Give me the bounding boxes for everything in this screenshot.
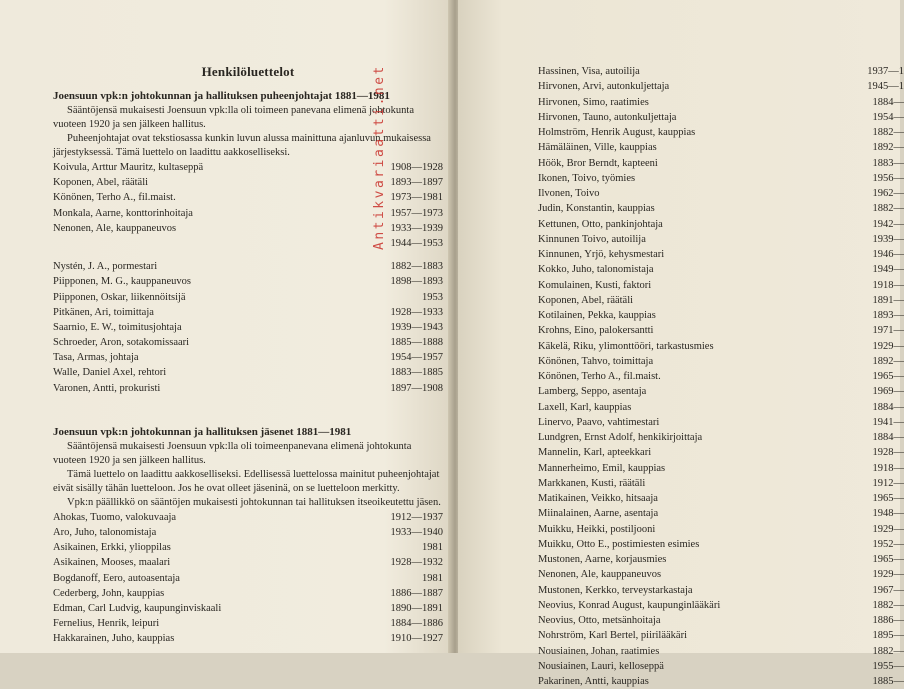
list-item [538,506,900,521]
entry-years: 1883— [873,156,904,171]
list-item [538,308,900,323]
entry-years: 1941— [873,415,904,430]
entry-years: 1946— [873,247,904,262]
list-item [53,540,443,555]
entry-years: 1883—1885 [383,365,443,380]
entry-name: Muikku, Otto E., postimiesten esimies [538,537,699,552]
entry-years: 1965— [873,491,904,506]
entry-name: Walle, Daniel Axel, rehtori [53,365,166,380]
list-item [53,259,443,274]
entry-years: 1953 [383,290,443,305]
entry-name: Saarnio, E. W., toimitusjohtaja [53,320,182,335]
list-item [538,522,900,537]
entry-years: 1981 [383,571,443,586]
entry-name: Tasa, Armas, johtaja [53,350,139,365]
entry-years: 1892— [873,354,904,369]
list-item [538,156,900,171]
entry-years: 1967— [873,583,904,598]
entry-name: Mannerheimo, Emil, kauppias [538,461,665,476]
entry-years: 1981 [383,540,443,555]
list-item [538,567,900,582]
list-item [538,369,900,384]
entry-name: Matikainen, Veikko, hitsaaja [538,491,658,506]
list-item [538,171,900,186]
list-item [53,571,443,586]
list-item [538,644,900,659]
section2-paragraph: Sääntöjensä mukaisesti Joensuun vpk:lla oli toimeenpanevana elimenä johtokunta vuoteen 1920 ja sen jälkeen hallitus. [53,440,443,468]
entry-years: 1933—1940 [383,525,443,540]
entry-years: 1918— [873,461,904,476]
entry-name: Schroeder, Aron, sotakomissaari [53,335,189,350]
list-item [538,628,900,643]
entry-name: Ahokas, Tuomo, valokuvaaja [53,510,176,525]
section1-paragraph: Puheenjohtajat ovat tekstiosassa kunkin luvun alussa mainittuna ajanluvun mukaisessa järjestyksessä. Tämä luettelo on laadittu aakkoselliseksi. [53,132,443,160]
entry-years: 1952— [873,537,904,552]
list-item [53,616,443,631]
entry-years: 1886— [873,613,904,628]
entry-years: 1954—1957 [383,350,443,365]
entry-years: 1882—1883 [383,259,443,274]
list-item [538,659,900,674]
entry-years: 1929— [873,567,904,582]
entry-name: Holmström, Henrik August, kauppias [538,125,695,140]
entry-name: Mustonen, Aarne, korjausmies [538,552,666,567]
list-item [538,140,900,155]
entry-years: 1954— [873,110,904,125]
entry-years: 1973—1981 [383,190,443,205]
entry-years: 1942— [873,217,904,232]
entry-name: Mannelin, Karl, apteekkari [538,445,651,460]
entry-name: Aro, Juho, talonomistaja [53,525,156,540]
list-item [538,293,900,308]
list-item [538,476,900,491]
entry-name: Fernelius, Henrik, leipuri [53,616,159,631]
list-item [538,354,900,369]
list-item [53,555,443,570]
list-item [53,274,443,289]
list-item [538,217,900,232]
entry-name: Kotilainen, Pekka, kauppias [538,308,656,323]
list-item [538,64,900,79]
entry-years: 1882— [873,598,904,613]
list-item [538,384,900,399]
list-item [538,415,900,430]
list-item [53,631,443,646]
entry-years: 1969— [873,384,904,399]
list-item [53,320,443,335]
entry-name: Nystén, J. A., pormestari [53,259,157,274]
right-page [458,0,900,653]
section1-paragraph: Sääntöjensä mukaisesti Joensuun vpk:lla oli toimeen panevana elimenä johtokunta vuoteen 1920 ja sen jälkeen hallitus. [53,104,443,132]
list-item [53,586,443,601]
entry-years: 1886—1887 [383,586,443,601]
list-item [538,491,900,506]
entry-name: Mustonen, Kerkko, terveystarkastaja [538,583,693,598]
entry-name: Nousiainen, Lauri, kelloseppä [538,659,664,674]
entry-years: 1929— [873,339,904,354]
entry-name: Nohrström, Karl Bertel, piirilääkäri [538,628,687,643]
list-item [53,335,443,350]
list-item [538,262,900,277]
entry-years: 1965— [873,369,904,384]
entry-years: 1885—1888 [383,335,443,350]
entry-years: 1939—1943 [383,320,443,335]
entry-name: Koponen, Abel, räätäli [53,175,148,190]
left-page [0,0,452,653]
entry-name: Hirvonen, Tauno, autonkuljettaja [538,110,676,125]
list-item [53,510,443,525]
entry-name: Ikonen, Toivo, työmies [538,171,635,186]
entry-name: Laxell, Karl, kauppias [538,400,631,415]
entry-name: Neovius, Konrad August, kaupunginlääkäri [538,598,720,613]
section2-heading: Joensuun vpk:n johtokunnan ja hallituksen jäsenet 1881—1981 [53,426,443,438]
list-item [538,95,900,110]
entry-years: 1882— [873,125,904,140]
list-item [538,110,900,125]
list-item [53,525,443,540]
entry-name: Nousiainen, Johan, raatimies [538,644,659,659]
entry-years: 1933—1939 [383,221,443,236]
entry-years: 1884— [873,430,904,445]
list-item [538,430,900,445]
list-item [538,278,900,293]
list-item [538,247,900,262]
entry-name: Käkelä, Riku, ylimonttööri, tarkastusmies [538,339,714,354]
entry-years: 1939— [873,232,904,247]
list-item [538,201,900,216]
entry-years: 1937—1 [867,64,904,79]
entry-name: Lundgren, Ernst Adolf, henkikirjoittaja [538,430,702,445]
list-item [538,461,900,476]
entry-years: 1948— [873,506,904,521]
list-item [53,350,443,365]
entry-name: Nenonen, Ale, kauppaneuvos [538,567,661,582]
entry-years: 1929— [873,522,904,537]
entry-years: 1971— [873,323,904,338]
entry-name: Komulainen, Kusti, faktori [538,278,651,293]
entry-name: Cederberg, John, kauppias [53,586,164,601]
entry-name: Edman, Carl Ludvig, kaupunginviskaali [53,601,221,616]
entry-name: Kinnunen Toivo, autoilija [538,232,646,247]
entry-name: Piipponen, Oskar, liikennöitsijä [53,290,186,305]
entry-name: Könönen, Terho A., fil.maist. [538,369,661,384]
list-item [538,674,900,689]
entry-years: 1884—1886 [383,616,443,631]
list-item [53,365,443,380]
entry-years: 1928—1932 [383,555,443,570]
list-item [538,400,900,415]
entry-name: Asikainen, Erkki, ylioppilas [53,540,171,555]
entry-years: 1893—1897 [383,175,443,190]
entry-name: Hakkarainen, Juho, kauppias [53,631,174,646]
entry-name: Bogdanoff, Eero, autoasentaja [53,571,180,586]
entry-years: 1945—1 [867,79,904,94]
entry-years: 1955— [873,659,904,674]
entry-name: Muikku, Heikki, postiljooni [538,522,655,537]
watermark: Antikvariaatti.net [372,64,387,250]
list-item [53,601,443,616]
entry-years: 1895— [873,628,904,643]
entry-years: 1918— [873,278,904,293]
list-item [538,323,900,338]
entry-name: Judin, Konstantin, kauppias [538,201,655,216]
entry-years: 1949— [873,262,904,277]
entry-name: Könönen, Tahvo, toimittaja [538,354,653,369]
list-item [538,583,900,598]
list-item [538,537,900,552]
entry-years: 1897—1908 [383,381,443,396]
entry-name: Neovius, Otto, metsänhoitaja [538,613,660,628]
members-list-left [53,510,443,647]
entry-name: Hassinen, Visa, autoilija [538,64,640,79]
entry-years: 1957—1973 [383,206,443,221]
entry-years: 1928—1933 [383,305,443,320]
entry-name: Asikainen, Mooses, maalari [53,555,170,570]
entry-name: Varonen, Antti, prokuristi [53,381,160,396]
entry-name: Hirvonen, Arvi, autonkuljettaja [538,79,669,94]
list-item [538,445,900,460]
list-item [538,79,900,94]
entry-name: Linervo, Paavo, vahtimestari [538,415,659,430]
section2-paragraph: Vpk:n päällikkö on sääntöjen mukaisesti johtokunnan tai hallituksen itseoikeutettu jäsen. [53,496,443,510]
entry-name: Monkala, Aarne, konttorinhoitaja [53,206,193,221]
entry-name: Kinnunen, Yrjö, kehysmestari [538,247,664,262]
list-item [53,290,443,305]
chairmen-list-b [53,259,443,396]
entry-years: 1928— [873,445,904,460]
section2-paragraph: Tämä luettelo on laadittu aakkoselliseksi. Edellisessä luettelossa mainitut puheenjohtajat eivät sisälly tähän luetteloon. Jos he ovat olleet jäseninä, on se luetteloon merkitty. [53,468,443,496]
entry-name: Pitkänen, Ari, toimittaja [53,305,154,320]
entry-name: Koponen, Abel, räätäli [538,293,633,308]
list-item [53,381,443,396]
entry-name: Lamberg, Seppo, asentaja [538,384,646,399]
entry-name: Piipponen, M. G., kauppaneuvos [53,274,191,289]
entry-years: 1892— [873,140,904,155]
entry-years: 1944—1953 [383,236,443,251]
entry-years: 1956— [873,171,904,186]
entry-years: 1912— [873,476,904,491]
entry-years: 1884— [873,95,904,110]
entry-years: 1962— [873,186,904,201]
members-list-right [538,64,900,689]
entry-years: 1893— [873,308,904,323]
list-item [538,613,900,628]
entry-name: Könönen, Terho A., fil.maist. [53,190,176,205]
entry-name: Hämäläinen, Ville, kauppias [538,140,657,155]
entry-years: 1908—1928 [383,160,443,175]
entry-years: 1912—1937 [383,510,443,525]
list-item [538,339,900,354]
entry-name: Kettunen, Otto, pankinjohtaja [538,217,663,232]
entry-name: Kokko, Juho, talonomistaja [538,262,654,277]
entry-years: 1885— [873,674,904,689]
entry-years: 1884— [873,400,904,415]
entry-name: Höök, Bror Berndt, kapteeni [538,156,658,171]
entry-name: Markkanen, Kusti, räätäli [538,476,645,491]
entry-years: 1882— [873,644,904,659]
entry-years: 1890—1891 [383,601,443,616]
page-title: Henkilöluettelot [53,64,443,80]
entry-name: Ilvonen, Toivo [538,186,599,201]
entry-years: 1965— [873,552,904,567]
list-item [538,552,900,567]
entry-name: Koivula, Arttur Mauritz, kultaseppä [53,160,203,175]
entry-name: Hirvonen, Simo, raatimies [538,95,649,110]
entry-name: Pakarinen, Antti, kauppias [538,674,649,689]
entry-years: 1898—1893 [383,274,443,289]
section1-heading: Joensuun vpk:n johtokunnan ja hallituksen puheenjohtajat 1881—1981 [53,90,443,102]
entry-years: 1910—1927 [383,631,443,646]
list-item [538,125,900,140]
entry-name: Nenonen, Ale, kauppaneuvos [53,221,176,236]
list-item [538,232,900,247]
list-item [53,305,443,320]
list-item [538,186,900,201]
entry-name: Miinalainen, Aarne, asentaja [538,506,658,521]
entry-name: Krohns, Eino, palokersantti [538,323,653,338]
list-item [538,598,900,613]
entry-years: 1882— [873,201,904,216]
entry-years: 1891— [873,293,904,308]
